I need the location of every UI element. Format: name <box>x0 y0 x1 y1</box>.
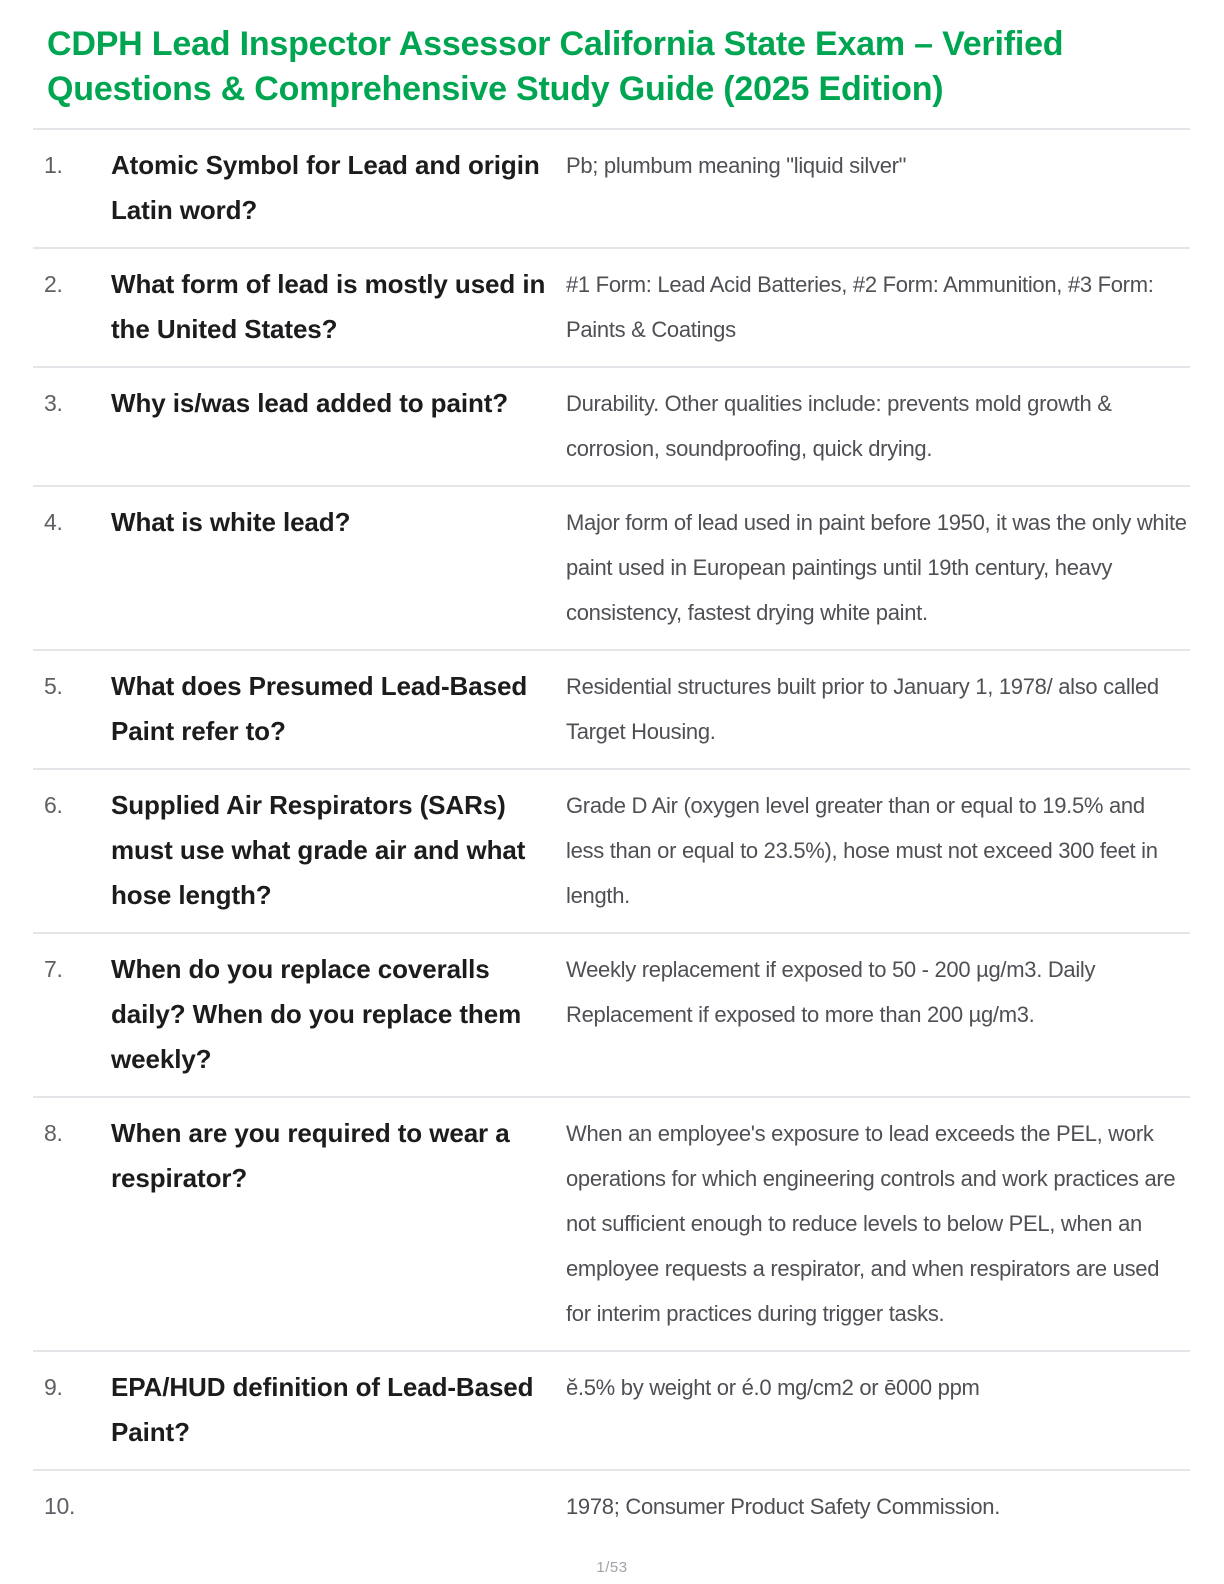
question-number: 5. <box>44 673 63 699</box>
question-number: 4. <box>44 509 63 535</box>
page-number-indicator: 1/53 <box>596 1559 628 1576</box>
question-number: 1. <box>44 152 63 178</box>
question-number: 6. <box>44 792 63 818</box>
qa-row <box>33 1096 1190 1350</box>
qa-table <box>33 128 1190 1543</box>
question-text: When do you replace coveralls daily? When do you replace them weekly? <box>111 954 522 1074</box>
answer-text: Grade D Air (oxygen level greater than or equal to 19.5% and less than or equal to 23.5%), hose must not exceed 300 feet in length. <box>566 793 1158 908</box>
qa-row <box>33 485 1190 649</box>
answer-text: Major form of lead used in paint before 1950, it was the only white paint used in European paintings until 19th century, heavy consistency, fastest drying white paint. <box>566 510 1187 625</box>
question-number: 8. <box>44 1120 63 1146</box>
qa-row <box>33 366 1190 485</box>
qa-row <box>33 128 1190 247</box>
answer-text: Weekly replacement if exposed to 50 - 200 µg/m3. Daily Replacement if exposed to more than 200 µg/m3. <box>566 957 1096 1027</box>
question-number: 2. <box>44 271 63 297</box>
qa-row <box>33 768 1190 932</box>
answer-text: When an employee's exposure to lead exceeds the PEL, work operations for which engineering controls and work practices are not sufficient enough to reduce levels to below PEL, when an employee requests a respirator, and when respirators are used for interim practices during trigger tasks. <box>566 1121 1176 1326</box>
question-number: 3. <box>44 390 63 416</box>
question-text: Atomic Symbol for Lead and origin Latin word? <box>111 150 540 225</box>
question-text: What form of lead is mostly used in the United States? <box>111 269 546 344</box>
answer-text: Pb; plumbum meaning "liquid silver" <box>566 153 907 178</box>
answer-text: Residential structures built prior to January 1, 1978/ also called Target Housing. <box>566 674 1159 744</box>
question-text: Why is/was lead added to paint? <box>111 388 509 418</box>
question-number: 10. <box>44 1493 76 1519</box>
question-text: What does Presumed Lead-Based Paint refer to? <box>111 671 528 746</box>
question-text: EPA/HUD definition of Lead-Based Paint? <box>111 1372 534 1447</box>
answer-text: #1 Form: Lead Acid Batteries, #2 Form: Ammunition, #3 Form: Paints & Coatings <box>566 272 1154 342</box>
qa-row <box>33 1350 1190 1469</box>
qa-row <box>33 649 1190 768</box>
question-text: When are you required to wear a respirator? <box>111 1118 510 1193</box>
answer-text: 1978; Consumer Product Safety Commission. <box>566 1494 1001 1519</box>
qa-row <box>33 932 1190 1096</box>
question-number: 7. <box>44 956 63 982</box>
question-text: What is white lead? <box>111 507 351 537</box>
page-title: CDPH Lead Inspector Assessor California State Exam – Verified Questions & Comprehensive Study Guide (2025 Edition) <box>47 25 1064 108</box>
qa-row <box>33 247 1190 366</box>
answer-text: ĕ.5% by weight or é.0 mg/cm2 or ē000 ppm <box>566 1375 980 1400</box>
qa-row <box>33 1469 1190 1543</box>
question-number: 9. <box>44 1374 63 1400</box>
answer-text: Durability. Other qualities include: prevents mold growth & corrosion, soundproofing, quick drying. <box>566 391 1112 461</box>
question-text: Supplied Air Respirators (SARs) must use what grade air and what hose length? <box>111 790 526 910</box>
